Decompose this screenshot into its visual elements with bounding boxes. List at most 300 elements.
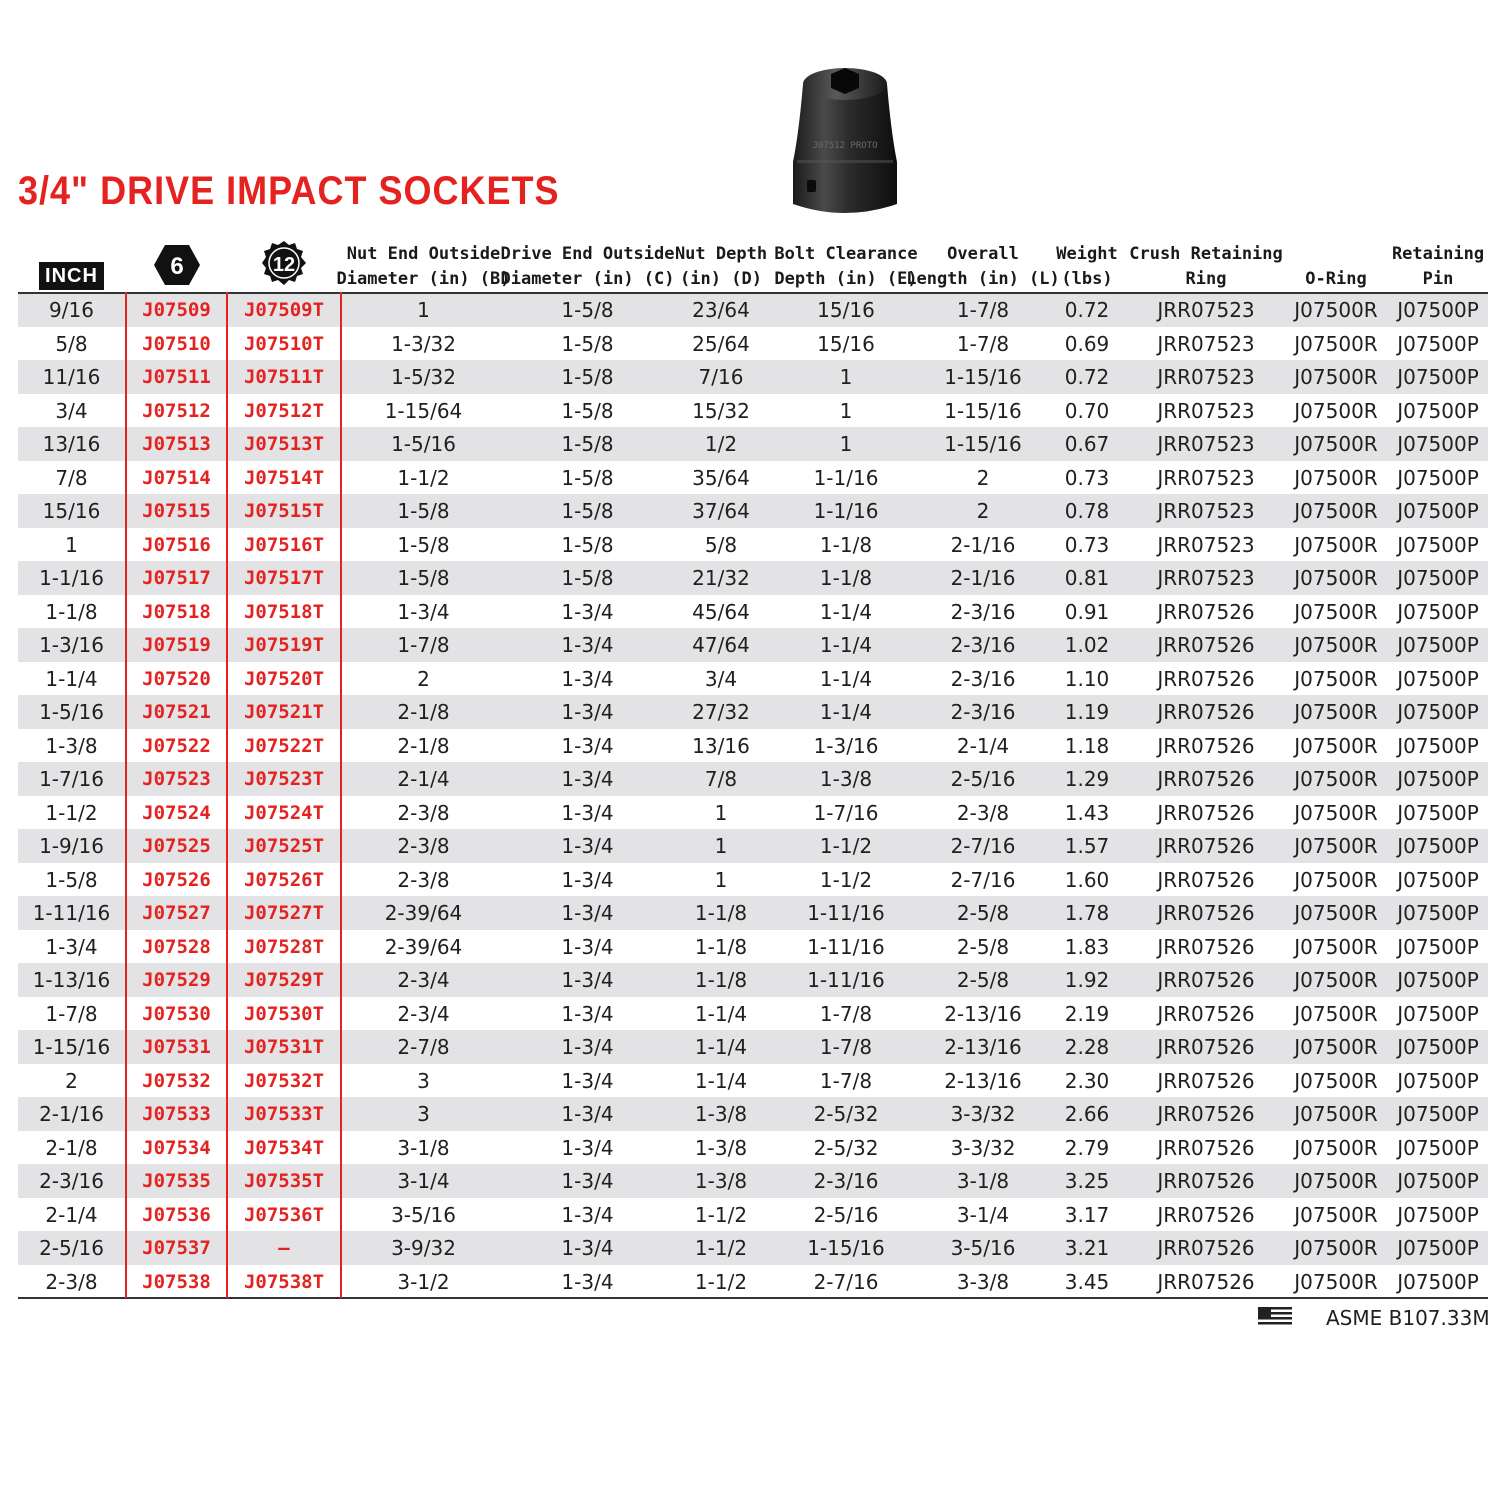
cell-overall-length: 3-3/32 [950, 1135, 1016, 1160]
cell-retaining-pin: J07500P [1397, 1236, 1479, 1260]
cell-crush-ring: JRR07523 [1157, 465, 1255, 490]
cell-six-point-part: J07520 [142, 667, 211, 690]
cell-twelve-point-part: J07527T [243, 902, 325, 924]
cell-nut-depth: 7/8 [704, 767, 738, 791]
cell-bolt-clearance: 15/16 [817, 298, 875, 322]
cell-crush-ring: JRR07526 [1157, 633, 1255, 657]
cell-overall-length: 2-3/16 [950, 700, 1016, 724]
cell-inch-size: 2 [65, 1068, 78, 1093]
cell-retaining-pin: J07500P [1397, 465, 1479, 490]
cell-retaining-pin: J07500P [1397, 733, 1479, 758]
cell-bolt-clearance: 1-1/8 [819, 566, 873, 590]
cell-nut-end-od: 3-1/4 [397, 1169, 450, 1193]
cell-retaining-pin: J07500P [1397, 1135, 1479, 1160]
cell-o-ring: J07500R [1294, 666, 1378, 691]
cell-weight: 2.66 [1064, 1102, 1110, 1126]
cell-twelve-point-part: J07538T [243, 1270, 325, 1293]
cell-o-ring: J07500R [1294, 1068, 1378, 1093]
cell-drive-end-od: 1-3/4 [561, 1035, 614, 1059]
cell-twelve-point-part: J07511T [243, 366, 325, 388]
cell-nut-depth: 1 [714, 800, 728, 825]
table-row [18, 595, 1488, 629]
cell-drive-end-od: 1-3/4 [561, 867, 614, 892]
header-crush-ring: Crush Retaining Ring [1129, 244, 1283, 289]
cell-overall-length: 2-7/16 [950, 834, 1016, 858]
cell-nut-end-od: 2-1/4 [397, 767, 450, 791]
cell-bolt-clearance: 1-7/16 [813, 800, 879, 825]
cell-nut-end-od: 1-3/32 [391, 331, 456, 356]
cell-bolt-clearance: 2-5/32 [813, 1135, 879, 1160]
cell-retaining-pin: J07500P [1397, 1169, 1479, 1193]
cell-nut-depth: 45/64 [692, 599, 750, 624]
cell-nut-depth: 25/64 [692, 331, 750, 356]
cell-overall-length: 1-7/8 [956, 298, 1010, 322]
cell-nut-depth: 37/64 [692, 499, 750, 523]
cell-six-point-part: J07537 [142, 1237, 211, 1259]
cell-nut-end-od: 2-3/8 [397, 834, 450, 858]
cell-drive-end-od: 1-5/8 [561, 365, 614, 389]
table-row [18, 1064, 1488, 1098]
cell-crush-ring: JRR07523 [1157, 566, 1255, 590]
cell-weight: 0.91 [1064, 599, 1110, 624]
column-divider [125, 292, 127, 1298]
table-row [18, 1198, 1488, 1232]
cell-twelve-point-part: J07510T [243, 332, 325, 355]
cell-o-ring: J07500R [1294, 901, 1378, 925]
cell-nut-end-od: 2-1/8 [397, 733, 450, 758]
cell-twelve-point-part: J07532T [243, 1069, 325, 1092]
cell-drive-end-od: 1-3/4 [561, 1169, 614, 1193]
cell-nut-end-od: 2-3/8 [397, 800, 450, 825]
cell-o-ring: J07500R [1294, 834, 1378, 858]
cell-six-point-part: J07513 [142, 433, 211, 455]
cell-o-ring: J07500R [1294, 633, 1378, 657]
table-bottom-rule [18, 1297, 1488, 1299]
cell-inch-size: 1-7/16 [39, 767, 104, 791]
header-o-ring: O-Ring [1305, 269, 1367, 289]
cell-crush-ring: JRR07526 [1157, 1068, 1255, 1093]
cell-o-ring: J07500R [1294, 1035, 1378, 1059]
cell-nut-depth: 1-3/8 [694, 1102, 748, 1126]
cell-nut-depth: 21/32 [692, 566, 750, 590]
cell-inch-size: 1-13/16 [32, 968, 111, 992]
cell-crush-ring: JRR07526 [1157, 1135, 1255, 1160]
cell-nut-depth: 27/32 [692, 700, 750, 724]
cell-retaining-pin: J07500P [1397, 1202, 1479, 1227]
cell-drive-end-od: 1-3/4 [561, 666, 614, 691]
cell-o-ring: J07500R [1294, 365, 1378, 389]
cell-o-ring: J07500R [1294, 867, 1378, 892]
cell-inch-size: 1-1/16 [39, 566, 104, 590]
cell-overall-length: 2-5/8 [956, 934, 1010, 959]
cell-weight: 1.78 [1064, 901, 1110, 925]
cell-o-ring: J07500R [1294, 934, 1378, 959]
cell-six-point-part: J07524 [142, 801, 211, 824]
cell-o-ring: J07500R [1294, 1135, 1378, 1160]
cell-drive-end-od: 1-3/4 [561, 1269, 614, 1294]
cell-o-ring: J07500R [1294, 465, 1378, 490]
cell-six-point-part: J07511 [142, 366, 211, 388]
cell-o-ring: J07500R [1294, 700, 1378, 724]
cell-twelve-point-part: J07520T [243, 667, 325, 690]
cell-nut-end-od: 3 [417, 1102, 430, 1126]
cell-bolt-clearance: 1-1/8 [819, 532, 873, 557]
cell-crush-ring: JRR07526 [1157, 666, 1255, 691]
cell-retaining-pin: J07500P [1397, 767, 1479, 791]
table-row [18, 863, 1488, 897]
header-retaining-pin: Retaining Pin [1391, 244, 1485, 289]
cell-six-point-part: J07516 [142, 533, 211, 556]
cell-six-point-part: J07517 [142, 567, 211, 589]
cell-inch-size: 1-3/8 [45, 733, 98, 758]
cell-crush-ring: JRR07526 [1157, 1169, 1255, 1193]
cell-bolt-clearance: 2-5/16 [813, 1202, 879, 1227]
cell-o-ring: J07500R [1294, 1102, 1378, 1126]
cell-nut-depth: 23/64 [692, 298, 750, 322]
cell-o-ring: J07500R [1294, 331, 1378, 356]
cell-retaining-pin: J07500P [1397, 365, 1479, 389]
cell-crush-ring: JRR07526 [1157, 1202, 1255, 1227]
cell-inch-size: 1-1/4 [45, 666, 98, 691]
cell-retaining-pin: J07500P [1397, 566, 1479, 590]
cell-retaining-pin: J07500P [1397, 1035, 1479, 1059]
svg-text:6: 6 [169, 253, 184, 280]
cell-crush-ring: JRR07523 [1157, 532, 1255, 557]
cell-twelve-point-part: J07533T [243, 1103, 325, 1125]
cell-crush-ring: JRR07526 [1157, 934, 1255, 959]
cell-retaining-pin: J07500P [1397, 968, 1479, 992]
cell-six-point-part: J07522 [142, 734, 211, 757]
cell-twelve-point-part: J07535T [243, 1170, 325, 1192]
cell-bolt-clearance: 1-7/8 [819, 1068, 873, 1093]
cell-o-ring: J07500R [1294, 298, 1378, 322]
cell-weight: 1.60 [1064, 867, 1110, 892]
cell-overall-length: 3-1/8 [956, 1169, 1010, 1193]
cell-nut-depth: 1-1/4 [694, 1001, 748, 1026]
cell-six-point-part: J07525 [142, 835, 211, 857]
cell-twelve-point-part: J07524T [243, 801, 325, 824]
cell-bolt-clearance: 1-11/16 [807, 901, 885, 925]
cell-nut-end-od: 2-39/64 [384, 901, 463, 925]
cell-inch-size: 2-1/4 [45, 1202, 98, 1227]
cell-retaining-pin: J07500P [1397, 700, 1479, 724]
cell-nut-depth: 1-1/8 [694, 934, 748, 959]
table-row [18, 494, 1488, 528]
cell-nut-end-od: 3-9/32 [391, 1236, 456, 1260]
cell-bolt-clearance: 1 [839, 365, 853, 389]
header-overall-length: Overall Length (in) (L) [906, 244, 1060, 289]
cell-drive-end-od: 1-3/4 [561, 733, 614, 758]
cell-nut-end-od: 1-15/64 [384, 398, 463, 423]
cell-crush-ring: JRR07526 [1157, 901, 1255, 925]
table-row [18, 561, 1488, 595]
cell-inch-size: 1-7/8 [45, 1001, 98, 1026]
cell-overall-length: 2-1/16 [950, 566, 1016, 590]
cell-bolt-clearance: 2-7/16 [813, 1269, 879, 1294]
cell-bolt-clearance: 1-3/8 [819, 767, 873, 791]
table-row [18, 762, 1488, 796]
cell-six-point-part: J07533 [142, 1103, 211, 1125]
cell-o-ring: J07500R [1294, 566, 1378, 590]
cell-crush-ring: JRR07523 [1157, 365, 1255, 389]
cell-overall-length: 3-3/32 [950, 1102, 1016, 1126]
cell-overall-length: 2-3/16 [950, 599, 1016, 624]
cell-twelve-point-part: J07523T [243, 768, 325, 790]
cell-nut-end-od: 1-5/8 [397, 499, 450, 523]
table-row [18, 662, 1488, 696]
cell-inch-size: 2-3/8 [45, 1269, 98, 1294]
cell-weight: 1.18 [1064, 733, 1110, 758]
cell-drive-end-od: 1-3/4 [561, 834, 614, 858]
cell-drive-end-od: 1-3/4 [561, 1236, 614, 1260]
cell-drive-end-od: 1-5/8 [561, 566, 614, 590]
cell-six-point-part: J07528 [142, 935, 211, 958]
table-row [18, 997, 1488, 1031]
cell-overall-length: 2-3/8 [956, 800, 1010, 825]
cell-retaining-pin: J07500P [1397, 499, 1479, 523]
cell-overall-length: 2-1/16 [950, 532, 1016, 557]
cell-bolt-clearance: 2-3/16 [813, 1169, 879, 1193]
cell-overall-length: 1-15/16 [944, 432, 1022, 456]
cell-twelve-point-part: J07526T [243, 868, 325, 891]
cell-inch-size: 2-1/16 [39, 1102, 104, 1126]
cell-nut-end-od: 2 [417, 666, 430, 691]
cell-bolt-clearance: 1-1/2 [819, 834, 873, 858]
table-row [18, 695, 1488, 729]
cell-crush-ring: JRR07526 [1157, 800, 1255, 825]
cell-bolt-clearance: 1 [839, 432, 853, 456]
cell-twelve-point-part: J07522T [243, 734, 325, 757]
cell-overall-length: 2 [976, 465, 990, 490]
cell-inch-size: 2-5/16 [39, 1236, 104, 1260]
cell-nut-end-od: 1 [417, 298, 430, 322]
header-weight: Weight (lbs) [1056, 244, 1118, 289]
cell-overall-length: 2-13/16 [944, 1068, 1022, 1093]
cell-crush-ring: JRR07526 [1157, 733, 1255, 758]
cell-retaining-pin: J07500P [1397, 666, 1479, 691]
cell-o-ring: J07500R [1294, 767, 1378, 791]
cell-overall-length: 2-13/16 [944, 1001, 1022, 1026]
cell-bolt-clearance: 1-15/16 [807, 1236, 885, 1260]
cell-retaining-pin: J07500P [1397, 633, 1479, 657]
cell-nut-end-od: 1-3/4 [397, 599, 450, 624]
cell-nut-depth: 1-3/8 [694, 1169, 748, 1193]
cell-drive-end-od: 1-3/4 [561, 767, 614, 791]
cell-bolt-clearance: 1-1/4 [819, 666, 873, 691]
cell-twelve-point-part: J07509T [243, 299, 325, 321]
table-row [18, 1231, 1488, 1265]
table-row [18, 930, 1488, 964]
cell-overall-length: 2-7/16 [950, 867, 1016, 892]
cell-weight: 2.28 [1064, 1035, 1110, 1059]
cell-overall-length: 2-13/16 [944, 1035, 1022, 1059]
cell-o-ring: J07500R [1294, 968, 1378, 992]
table-row [18, 1164, 1488, 1198]
cell-twelve-point-part: J07536T [243, 1203, 325, 1226]
cell-inch-size: 1-1/2 [45, 800, 98, 825]
cell-twelve-point-part: J07534T [243, 1136, 325, 1159]
cell-nut-depth: 1-1/2 [694, 1236, 748, 1260]
table-row [18, 1131, 1488, 1165]
cell-twelve-point-part: J07521T [243, 701, 325, 723]
cell-o-ring: J07500R [1294, 1269, 1378, 1294]
cell-overall-length: 2-5/8 [956, 901, 1010, 925]
table-row [18, 1097, 1488, 1131]
cell-weight: 3.45 [1064, 1269, 1110, 1294]
cell-nut-depth: 1-1/2 [694, 1269, 748, 1294]
cell-weight: 3.21 [1064, 1236, 1110, 1260]
cell-inch-size: 1-3/4 [45, 934, 98, 959]
cell-nut-depth: 1-1/2 [694, 1202, 748, 1227]
cell-six-point-part: J07515 [142, 500, 211, 522]
cell-overall-length: 1-15/16 [944, 398, 1022, 423]
cell-retaining-pin: J07500P [1397, 934, 1479, 959]
cell-overall-length: 2-5/16 [950, 767, 1016, 791]
cell-drive-end-od: 1-5/8 [561, 465, 614, 490]
cell-drive-end-od: 1-3/4 [561, 934, 614, 959]
table-row [18, 360, 1488, 394]
cell-nut-depth: 15/32 [692, 398, 750, 423]
cell-weight: 0.69 [1064, 331, 1110, 356]
cell-weight: 0.72 [1064, 298, 1110, 322]
cell-six-point-part: J07536 [142, 1203, 211, 1226]
table-top-rule [18, 292, 1488, 294]
cell-inch-size: 9/16 [49, 298, 94, 322]
cell-bolt-clearance: 1-1/4 [819, 700, 873, 724]
cell-bolt-clearance: 1-1/4 [819, 633, 873, 657]
table-row [18, 1030, 1488, 1064]
cell-crush-ring: JRR07523 [1157, 499, 1255, 523]
cell-retaining-pin: J07500P [1397, 1068, 1479, 1093]
cell-weight: 0.72 [1064, 365, 1110, 389]
cell-bolt-clearance: 1-1/16 [813, 465, 879, 490]
table-row [18, 796, 1488, 830]
cell-weight: 1.83 [1064, 934, 1110, 959]
cell-overall-length: 2-3/16 [950, 666, 1016, 691]
header-bolt-clearance: Bolt Clearance Depth (in) (E) [774, 244, 918, 289]
cell-weight: 1.29 [1064, 767, 1110, 791]
cell-nut-depth: 1/2 [704, 432, 738, 456]
cell-bolt-clearance: 1-3/16 [813, 733, 879, 758]
cell-nut-end-od: 2-39/64 [384, 934, 463, 959]
cell-o-ring: J07500R [1294, 599, 1378, 624]
cell-overall-length: 3-5/16 [950, 1236, 1016, 1260]
cell-nut-depth: 35/64 [692, 465, 750, 490]
cell-o-ring: J07500R [1294, 1202, 1378, 1227]
cell-o-ring: J07500R [1294, 398, 1378, 423]
cell-nut-end-od: 3-1/8 [397, 1135, 450, 1160]
footer [1258, 1306, 1490, 1330]
cell-weight: 0.73 [1064, 465, 1110, 490]
cell-inch-size: 7/8 [55, 465, 88, 490]
cell-o-ring: J07500R [1294, 1236, 1378, 1260]
cell-nut-end-od: 2-3/8 [397, 867, 450, 892]
gear-12-point-icon [261, 240, 307, 290]
cell-crush-ring: JRR07523 [1157, 398, 1255, 423]
cell-twelve-point-part: J07513T [243, 433, 325, 455]
cell-bolt-clearance: 1-11/16 [807, 934, 885, 959]
cell-o-ring: J07500R [1294, 1169, 1378, 1193]
cell-o-ring: J07500R [1294, 432, 1378, 456]
table-row [18, 327, 1488, 361]
cell-weight: 0.78 [1064, 499, 1110, 523]
cell-drive-end-od: 1-5/8 [561, 331, 614, 356]
cell-retaining-pin: J07500P [1397, 834, 1479, 858]
cell-weight: 3.25 [1064, 1169, 1110, 1193]
cell-drive-end-od: 1-5/8 [561, 499, 614, 523]
cell-bolt-clearance: 15/16 [817, 331, 875, 356]
table-row [18, 528, 1488, 562]
cell-bolt-clearance: 1-1/16 [813, 499, 879, 523]
inch-badge: INCH [39, 262, 104, 290]
cell-crush-ring: JRR07526 [1157, 700, 1255, 724]
cell-bolt-clearance: 1-11/16 [807, 968, 885, 992]
column-divider [226, 292, 228, 1298]
cell-inch-size: 2-1/8 [45, 1135, 98, 1160]
cell-twelve-point-part: J07530T [243, 1002, 325, 1025]
cell-nut-depth: 1 [714, 867, 728, 892]
cell-retaining-pin: J07500P [1397, 901, 1479, 925]
cell-six-point-part: J07512 [142, 399, 211, 422]
cell-six-point-part: J07519 [142, 634, 211, 656]
cell-overall-length: 1-15/16 [944, 365, 1022, 389]
cell-drive-end-od: 1-5/8 [561, 298, 614, 322]
cell-overall-length: 2-1/4 [956, 733, 1010, 758]
cell-six-point-part: J07529 [142, 969, 211, 991]
table-row [18, 293, 1488, 327]
cell-retaining-pin: J07500P [1397, 599, 1479, 624]
cell-overall-length: 2 [976, 499, 990, 523]
svg-text:J07512 PROTO: J07512 PROTO [812, 141, 878, 151]
cell-inch-size: 1-5/16 [39, 700, 104, 724]
cell-drive-end-od: 1-5/8 [561, 432, 614, 456]
cell-twelve-point-part: J07516T [243, 533, 325, 556]
cell-nut-end-od: 3 [417, 1068, 430, 1093]
cell-inch-size: 15/16 [42, 499, 101, 523]
cell-inch-size: 3/4 [55, 398, 88, 423]
cell-bolt-clearance: 1-7/8 [819, 1035, 873, 1059]
header-nut-depth: Nut Depth (in) (D) [674, 244, 768, 289]
cell-inch-size: 11/16 [42, 365, 101, 389]
cell-nut-depth: 1-1/8 [694, 901, 748, 925]
cell-nut-end-od: 1-5/8 [397, 566, 450, 590]
cell-crush-ring: JRR07526 [1157, 1269, 1255, 1294]
cell-weight: 1.43 [1064, 800, 1110, 825]
cell-drive-end-od: 1-3/4 [561, 800, 614, 825]
cell-crush-ring: JRR07526 [1157, 599, 1255, 624]
cell-weight: 1.92 [1064, 968, 1110, 992]
header-inch [18, 236, 125, 292]
cell-bolt-clearance: 1-1/2 [819, 867, 873, 892]
cell-twelve-point-part: J07525T [243, 835, 325, 857]
cell-bolt-clearance: 1-1/4 [819, 599, 873, 624]
cell-drive-end-od: 1-3/4 [561, 901, 614, 925]
cell-inch-size: 5/8 [55, 331, 88, 356]
asme-standard: ASME B107.33M [1326, 1306, 1490, 1330]
cell-bolt-clearance: 2-5/32 [813, 1102, 879, 1126]
cell-nut-end-od: 2-1/8 [397, 700, 450, 724]
table-row [18, 963, 1488, 997]
cell-inch-size: 1-11/16 [32, 901, 111, 925]
cell-bolt-clearance: 1 [839, 398, 853, 423]
cell-weight: 1.57 [1064, 834, 1110, 858]
cell-nut-end-od: 1-5/16 [391, 432, 456, 456]
cell-crush-ring: JRR07526 [1157, 1236, 1255, 1260]
cell-bolt-clearance: 1-7/8 [819, 1001, 873, 1026]
cell-six-point-part: J07518 [142, 600, 211, 623]
cell-crush-ring: JRR07526 [1157, 968, 1255, 992]
cell-crush-ring: JRR07526 [1157, 867, 1255, 892]
